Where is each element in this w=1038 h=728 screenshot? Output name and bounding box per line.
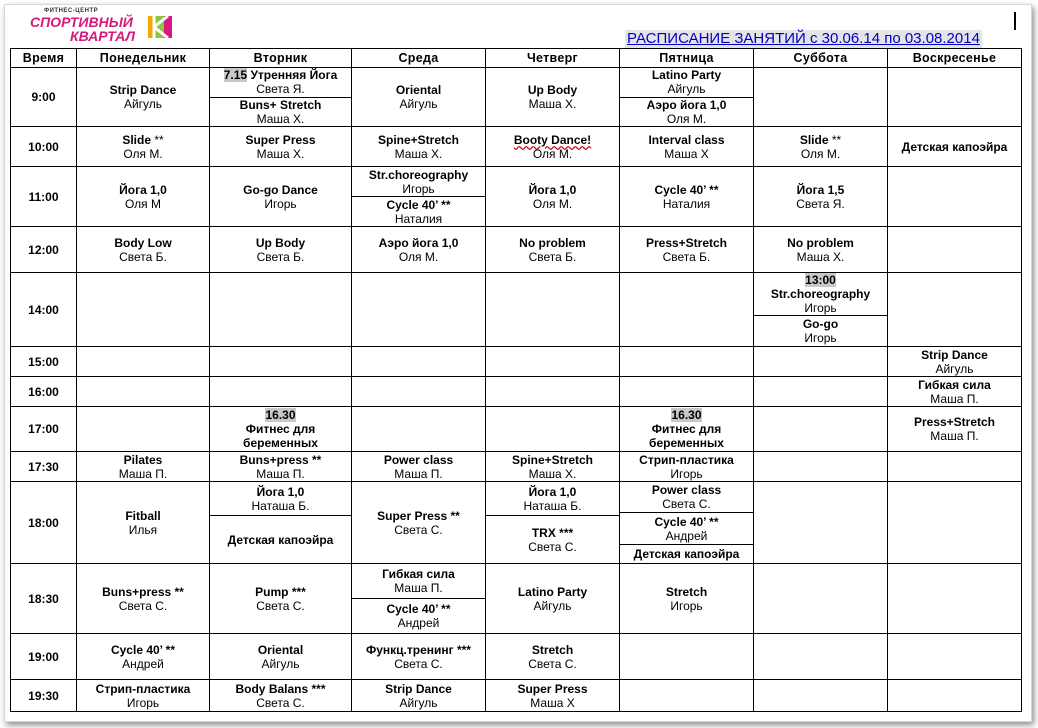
trainer-name: Маша П.	[394, 581, 443, 595]
trainer-name: Маша П.	[118, 466, 168, 481]
class-name: Йога 1,0	[528, 182, 577, 197]
row-1400	[11, 273, 1022, 347]
time-cell: 17:00	[11, 407, 77, 452]
trainer-name: Айгуль	[935, 361, 974, 376]
trainer-name: Андрей	[397, 616, 440, 630]
class-stars: **	[151, 132, 164, 147]
empty-cell	[352, 377, 486, 407]
class-cell	[486, 452, 620, 482]
empty-cell	[888, 68, 1022, 127]
class-cell	[754, 227, 888, 273]
logo-line1: СПОРТИВНЫЙ	[30, 14, 133, 30]
class-name: Buns+press **	[239, 452, 322, 467]
class-name: Body Balans ***	[235, 681, 326, 696]
trainer-name: Наташа Б.	[251, 498, 310, 513]
col-thursday: Четверг	[486, 49, 620, 68]
class-name: Детская капоэйра	[901, 139, 1008, 154]
trainer-name: Оля М.	[666, 111, 707, 126]
start-time-badge: 16.30	[671, 408, 702, 422]
trainer-name: Маша П.	[256, 466, 305, 481]
time-cell: 10:00	[11, 127, 77, 167]
row-1900	[11, 634, 1022, 680]
class-name: Spine+Stretch	[377, 132, 460, 147]
empty-cell	[620, 377, 754, 407]
empty-cell	[210, 273, 352, 347]
time-cell: 12:00	[11, 227, 77, 273]
empty-cell	[352, 347, 486, 377]
trainer-name: Света Я.	[796, 196, 845, 211]
trainer-name: Света С.	[394, 656, 443, 671]
class-name: Press+Stretch	[913, 415, 996, 429]
class-cell	[754, 127, 888, 167]
class-name: Oriental	[257, 642, 304, 657]
empty-cell	[486, 377, 620, 407]
class-name: Buns+press **	[102, 584, 184, 599]
class-cell	[352, 167, 486, 227]
trainer-name: Айгуль	[261, 656, 300, 671]
class-cell	[620, 407, 754, 452]
class-cell	[620, 564, 754, 634]
trainer-name: Света С.	[528, 656, 577, 671]
class-cell	[754, 273, 888, 347]
empty-cell	[888, 452, 1022, 482]
class-name: Cycle 40’ **	[386, 197, 451, 212]
class-name: Up Body	[255, 235, 306, 250]
class-cell	[77, 68, 210, 127]
empty-cell	[77, 377, 210, 407]
empty-cell	[754, 377, 888, 407]
trainer-name: Наталия	[662, 196, 711, 211]
class-cell	[620, 227, 754, 273]
class-name: Аэро йога 1,0	[646, 97, 727, 112]
class-name: Str.choreography	[770, 287, 871, 301]
trainer-name: Игорь	[670, 598, 703, 613]
class-name: Slide	[799, 132, 829, 147]
class-name: Cycle 40’ **	[654, 182, 719, 197]
class-name: Oriental	[395, 83, 442, 97]
start-time-badge: 13:00	[805, 273, 836, 287]
schedule-table	[10, 48, 1022, 712]
col-sunday: Воскресенье	[888, 49, 1022, 68]
time-cell: 16:00	[11, 377, 77, 407]
class-name: Strip Dance	[921, 347, 988, 362]
col-tuesday: Вторник	[210, 49, 352, 68]
start-time-badge: 7.15	[223, 68, 248, 83]
schedule-title-link[interactable]: РАСПИСАНИЕ ЗАНЯТИЙ с 30.06.14 по 03.08.2014	[627, 30, 980, 47]
trainer-name: Игорь	[402, 181, 435, 196]
trainer-name: Света Б.	[256, 249, 305, 264]
class-name: Str.choreography	[368, 167, 469, 182]
class-cell	[77, 482, 210, 564]
empty-cell	[754, 634, 888, 680]
class-name: No problem	[519, 235, 586, 250]
class-name: Super Press	[517, 681, 588, 696]
empty-cell	[352, 273, 486, 347]
col-friday: Пятница	[620, 49, 754, 68]
empty-cell	[754, 452, 888, 482]
class-name: Фитнес для	[245, 422, 316, 436]
class-name: Interval class	[648, 132, 725, 147]
empty-cell	[77, 347, 210, 377]
trainer-name: Маша П.	[930, 429, 979, 443]
trainer-name: Маша Х.	[256, 146, 305, 161]
class-name: No problem	[787, 235, 854, 250]
class-name: Fitball	[125, 508, 161, 523]
logo-mark-icon	[148, 14, 174, 40]
trainer-name: Игорь	[804, 331, 837, 345]
empty-cell	[620, 347, 754, 377]
class-cell	[620, 482, 754, 564]
class-cell	[77, 227, 210, 273]
header-row	[11, 49, 1022, 68]
trainer-name: Игорь	[126, 695, 160, 710]
class-cell	[620, 68, 754, 127]
logo-small-text: ФИТНЕС-ЦЕНТР	[44, 8, 99, 14]
row-0900	[11, 68, 1022, 127]
empty-cell	[754, 68, 888, 127]
trainer-name: Света С.	[118, 598, 168, 613]
class-name: Фитнес для	[651, 422, 722, 436]
class-name: Stretch	[531, 642, 574, 657]
class-cell	[352, 227, 486, 273]
class-cell	[77, 680, 210, 712]
class-cell	[210, 482, 352, 564]
class-name: Latino Party	[517, 584, 588, 599]
row-1000	[11, 127, 1022, 167]
class-cell	[352, 452, 486, 482]
class-name: Press+Stretch	[645, 235, 728, 250]
class-name: Pilates	[123, 452, 163, 467]
row-1500	[11, 347, 1022, 377]
empty-cell	[620, 273, 754, 347]
time-cell: 14:00	[11, 273, 77, 347]
empty-cell	[210, 347, 352, 377]
trainer-name: Наталия	[394, 211, 443, 226]
class-cell	[77, 127, 210, 167]
class-cell	[352, 680, 486, 712]
time-cell: 18:00	[11, 482, 77, 564]
trainer-name: Андрей	[122, 656, 164, 671]
empty-cell	[888, 482, 1022, 564]
class-cell	[352, 634, 486, 680]
trainer-name: Маша Х	[530, 695, 575, 710]
class-name: Cycle 40’ **	[654, 514, 719, 529]
col-saturday: Суббота	[754, 49, 888, 68]
col-time: Время	[11, 49, 77, 68]
trainer-name: Оля М	[124, 196, 162, 211]
class-name: Strip Dance	[385, 681, 452, 696]
class-name: Stretch	[665, 584, 708, 599]
trainer-name: Света Я.	[256, 82, 305, 97]
row-1800	[11, 482, 1022, 564]
trainer-name: Игорь	[670, 466, 703, 481]
trainer-name: Света С.	[256, 598, 305, 613]
class-cell	[486, 634, 620, 680]
class-name: Йога 1,0	[256, 484, 305, 499]
trainer-name: Маша Х.	[394, 146, 443, 161]
class-cell	[77, 564, 210, 634]
class-name: Pump ***	[255, 584, 306, 599]
trainer-name: Айгуль	[123, 97, 163, 111]
time-cell: 19:00	[11, 634, 77, 680]
class-cell	[620, 452, 754, 482]
class-cell	[352, 127, 486, 167]
empty-cell	[888, 167, 1022, 227]
trainer-name: Маша Х.	[528, 97, 577, 111]
trainer-name: Андрей	[665, 528, 708, 543]
empty-cell	[486, 407, 620, 452]
class-cell	[352, 564, 486, 634]
time-cell: 15:00	[11, 347, 77, 377]
trainer-name: Оля М.	[398, 249, 439, 264]
start-time-badge: 16.30	[265, 408, 296, 422]
trainer-name: Игорь	[264, 196, 297, 211]
class-name: Latino Party	[651, 68, 722, 83]
time-cell: 18:30	[11, 564, 77, 634]
empty-cell	[888, 227, 1022, 273]
trainer-name: Света С.	[662, 497, 711, 512]
row-1600	[11, 377, 1022, 407]
trainer-name: Света С.	[394, 522, 443, 537]
empty-cell	[754, 680, 888, 712]
trainer-name: Илья	[128, 522, 158, 537]
class-name-cont: беременных	[243, 436, 318, 450]
class-name: TRX ***	[531, 525, 574, 540]
class-cell	[77, 452, 210, 482]
trainer-name: Света Б.	[662, 249, 711, 264]
row-1200	[11, 227, 1022, 273]
class-cell	[210, 634, 352, 680]
class-name: Body Low	[114, 235, 172, 250]
logo	[30, 8, 180, 44]
class-name: Cycle 40’ **	[110, 642, 176, 657]
class-cell	[210, 452, 352, 482]
trainer-name: Маша П.	[394, 466, 443, 481]
class-name: Super Press **	[377, 508, 460, 523]
class-cell	[888, 127, 1022, 167]
trainer-name: Оля М.	[800, 146, 841, 161]
trainer-name: Света Б.	[528, 249, 577, 264]
empty-cell	[754, 407, 888, 452]
class-cell	[620, 127, 754, 167]
class-stars: **	[828, 132, 842, 147]
trainer-name: Айгуль	[399, 695, 438, 710]
class-cell	[210, 127, 352, 167]
class-cell	[486, 482, 620, 564]
empty-cell	[888, 634, 1022, 680]
class-cell	[486, 127, 620, 167]
class-name: Power class	[651, 483, 722, 498]
class-cell	[210, 227, 352, 273]
class-name: Детская капоэйра	[227, 532, 334, 547]
class-cell	[486, 167, 620, 227]
class-name: Детская капоэйра	[633, 546, 740, 561]
empty-cell	[754, 564, 888, 634]
empty-cell	[888, 564, 1022, 634]
class-name: Spine+Stretch	[511, 452, 594, 467]
class-cell	[754, 167, 888, 227]
class-name: Strip Dance	[109, 83, 177, 97]
class-name: Стрип-пластика	[639, 452, 734, 467]
trainer-name: Оля М.	[123, 146, 163, 161]
class-cell	[486, 564, 620, 634]
class-name-cont: беременных	[649, 436, 724, 450]
row-1730	[11, 452, 1022, 482]
class-name: Функц.тренинг ***	[366, 642, 471, 657]
class-name: Гибкая сила	[918, 377, 991, 392]
empty-cell	[888, 273, 1022, 347]
trainer-name: Маша Х.	[796, 249, 845, 264]
class-name: Buns+ Stretch	[239, 97, 322, 112]
class-name: Утренняя Йога	[247, 68, 338, 83]
trainer-name: Света С.	[528, 539, 577, 554]
class-name: Йога 1,5	[796, 182, 845, 197]
class-cell	[210, 564, 352, 634]
row-1930	[11, 680, 1022, 712]
empty-cell	[754, 347, 888, 377]
empty-cell	[77, 407, 210, 452]
empty-cell	[754, 482, 888, 564]
class-cell	[486, 68, 620, 127]
time-cell: 19:30	[11, 680, 77, 712]
logo-line2: КВАРТАЛ	[70, 28, 136, 44]
class-cell	[888, 407, 1022, 452]
trainer-name: Оля М.	[532, 196, 573, 211]
class-cell	[352, 482, 486, 564]
empty-cell	[210, 377, 352, 407]
class-name: Йога 1,0	[528, 484, 577, 499]
class-name: Super Press	[245, 132, 316, 147]
row-1830	[11, 564, 1022, 634]
class-cell	[210, 68, 352, 127]
trainer-name: Айгуль	[667, 82, 706, 97]
col-wednesday: Среда	[352, 49, 486, 68]
class-cell	[888, 347, 1022, 377]
trainer-name: Маша Х.	[528, 466, 577, 481]
class-cell	[620, 167, 754, 227]
class-name: Стрип-пластика	[95, 681, 191, 696]
trainer-name: Света Б.	[119, 249, 167, 264]
class-cell	[77, 167, 210, 227]
trainer-name: Айгуль	[399, 97, 438, 111]
time-cell: 9:00	[11, 68, 77, 127]
trainer-name: Айгуль	[533, 598, 572, 613]
class-cell	[77, 634, 210, 680]
class-cell	[210, 167, 352, 227]
trainer-name: Маша П.	[930, 391, 979, 406]
class-cell	[486, 680, 620, 712]
trainer-name: Оля М.	[532, 146, 573, 161]
empty-cell	[352, 407, 486, 452]
class-name: Гибкая сила	[382, 567, 455, 581]
empty-cell	[486, 273, 620, 347]
time-cell: 17:30	[11, 452, 77, 482]
row-1100	[11, 167, 1022, 227]
empty-cell	[888, 680, 1022, 712]
class-name: Up Body	[527, 83, 578, 97]
empty-cell	[77, 273, 210, 347]
trainer-name: Маша Х	[664, 146, 709, 161]
class-cell	[888, 377, 1022, 407]
col-monday: Понедельник	[77, 49, 210, 68]
class-name: Slide	[122, 132, 151, 147]
class-name: Booty Dance!	[513, 132, 592, 147]
empty-cell	[620, 634, 754, 680]
class-name: Йога 1,0	[119, 182, 167, 197]
class-name: Go-go	[802, 317, 839, 331]
trainer-name: Игорь	[804, 301, 837, 315]
row-1700	[11, 407, 1022, 452]
trainer-name: Наташа Б.	[523, 498, 582, 513]
class-cell	[486, 227, 620, 273]
class-name: Cycle 40’ **	[386, 602, 451, 616]
time-cell: 11:00	[11, 167, 77, 227]
class-name: Аэро йога 1,0	[378, 235, 459, 250]
class-name: Go-go Dance	[243, 182, 318, 197]
class-name: Power class	[383, 452, 454, 467]
empty-cell	[486, 347, 620, 377]
class-cell	[210, 407, 352, 452]
trainer-name: Маша Х.	[256, 111, 305, 126]
empty-cell	[620, 680, 754, 712]
class-cell	[210, 680, 352, 712]
text-cursor	[1014, 12, 1016, 30]
trainer-name: Света С.	[256, 695, 305, 710]
class-cell	[352, 68, 486, 127]
